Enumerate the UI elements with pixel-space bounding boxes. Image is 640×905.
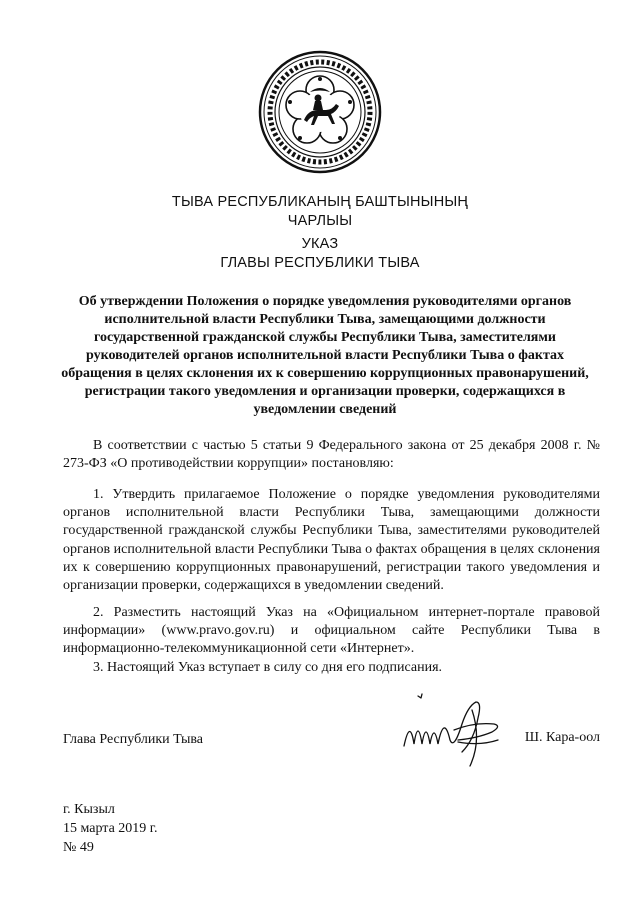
intro-paragraph	[63, 437, 600, 473]
item-1-text: 1. Утвердить прилагаемое Положение о порядке уведомления руководителями органов исполнительной власти Республики Тыва, замещающими должности государственной гражданской службы Республики Тыва, заместителями руководителей органов исполнительной власти Республики Тыва о фактах обращения в целях склонения их к совершению коррупционных правонарушений, регистрации такого уведомления и организации проверки, содержащихся в уведомлении сведений.	[63, 487, 600, 594]
item-2	[63, 604, 600, 659]
header-ukaz	[0, 235, 640, 273]
intro-text: В соответствии с частью 5 статьи 9 Федерального закона от 25 декабря 2008 г. № 273-ФЗ «О противодействии коррупции» постановляю:	[63, 438, 600, 472]
document-title: Об утверждении Положения о порядке уведомления руководителями органов исполнительной власти Республики Тыва, замещающими должности государственной гражданской службы Республики Тыва, заместителями руководителей органов исполнительной власти Республики Тыва о фактах обращения в целях склонения их к совершению коррупционных правонарушений, регистрации такого уведомления и организации проверки, содержащихся в уведомлении сведений	[61, 294, 589, 417]
signatory-name: Ш. Кара-оол	[524, 730, 600, 745]
header-tyva-line1: ТЫВА РЕСПУБЛИКАНЫҢ БАШТЫНЫНЫҢ	[171, 194, 469, 210]
header-ukaz-line2: ГЛАВЫ РЕСПУБЛИКИ ТЫВА	[220, 255, 420, 271]
city: г. Кызыл	[63, 802, 115, 817]
handwritten-signature-icon	[398, 690, 510, 770]
decree-number: № 49	[63, 840, 94, 855]
item-2-text: 2. Разместить настоящий Указ на «Официальном интернет-портале правовой информации» (www.pravo.gov.ru) и официальном сайте Республики Тыва в информационно-телекоммуникационной сети «Интернет».	[63, 605, 600, 657]
place-date-number	[63, 800, 157, 857]
header-tyva-line2: ЧАРЛЫЫ	[287, 213, 353, 229]
header-tyva	[0, 193, 640, 231]
tuva-emblem-icon	[258, 50, 382, 174]
item-3-text: 3. Настоящий Указ вступает в силу со дня его подписания.	[93, 660, 443, 675]
signatory-title: Глава Республики Тыва	[63, 732, 204, 747]
header-ukaz-line1: УКАЗ	[301, 236, 339, 252]
item-3	[63, 659, 600, 677]
item-1	[63, 486, 600, 595]
date: 15 марта 2019 г.	[63, 821, 158, 836]
